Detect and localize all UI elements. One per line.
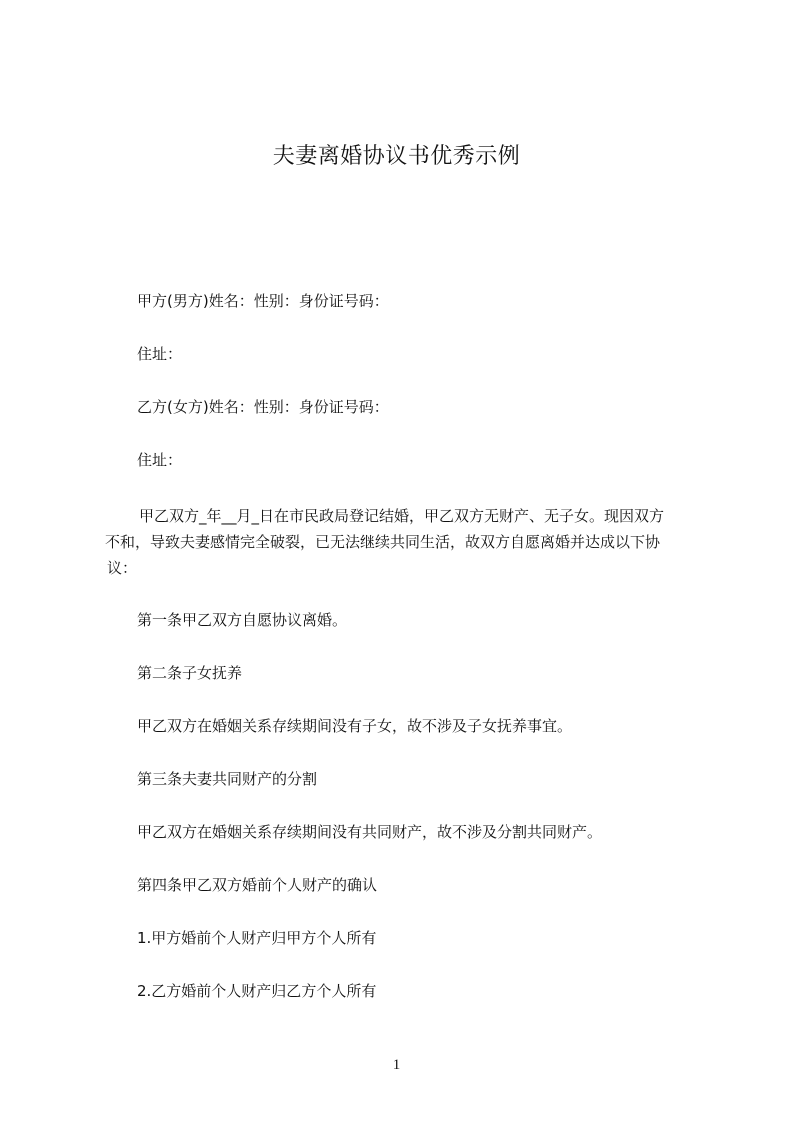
page-number: 1 (392, 1057, 401, 1073)
article-3-body: 甲乙双方在婚姻关系存续期间没有共同财产，故不涉及分割共同财产。 (137, 823, 603, 841)
party-b-info: 乙方(女方)姓名：性别：身份证号码： (137, 398, 389, 416)
article-2-body: 甲乙双方在婚姻关系存续期间没有子女，故不涉及子女抚养事宜。 (137, 717, 573, 735)
party-b-address: 住址： (137, 451, 183, 469)
intro-paragraph (105, 503, 717, 581)
article-1: 第一条甲乙双方自愿协议离婚。 (137, 611, 348, 629)
intro-line: 甲乙双方_年__月_日在市民政局登记结婚，甲乙双方无财产、无子女。现因双方 (139, 507, 665, 525)
article-4-title: 第四条甲乙双方婚前个人财产的确认 (137, 876, 378, 894)
intro-line: 议： (107, 559, 138, 577)
intro-line: 不和，导致夫妻感情完全破裂，已无法继续共同生活，故双方自愿离婚并达成以下协 (105, 533, 661, 551)
article-2-title: 第二条子女抚养 (137, 664, 243, 682)
article-4-item-2: 2.乙方婚前个人财产归乙方个人所有 (137, 982, 377, 1000)
article-3-title: 第三条夫妻共同财产的分割 (137, 770, 318, 788)
party-a-info: 甲方(男方)姓名：性别：身份证号码： (137, 292, 389, 310)
party-a-address: 住址： (137, 345, 183, 363)
article-4-item-1: 1.甲方婚前个人财产归甲方个人所有 (137, 929, 377, 947)
document-title: 夫妻离婚协议书优秀示例 (272, 144, 521, 169)
